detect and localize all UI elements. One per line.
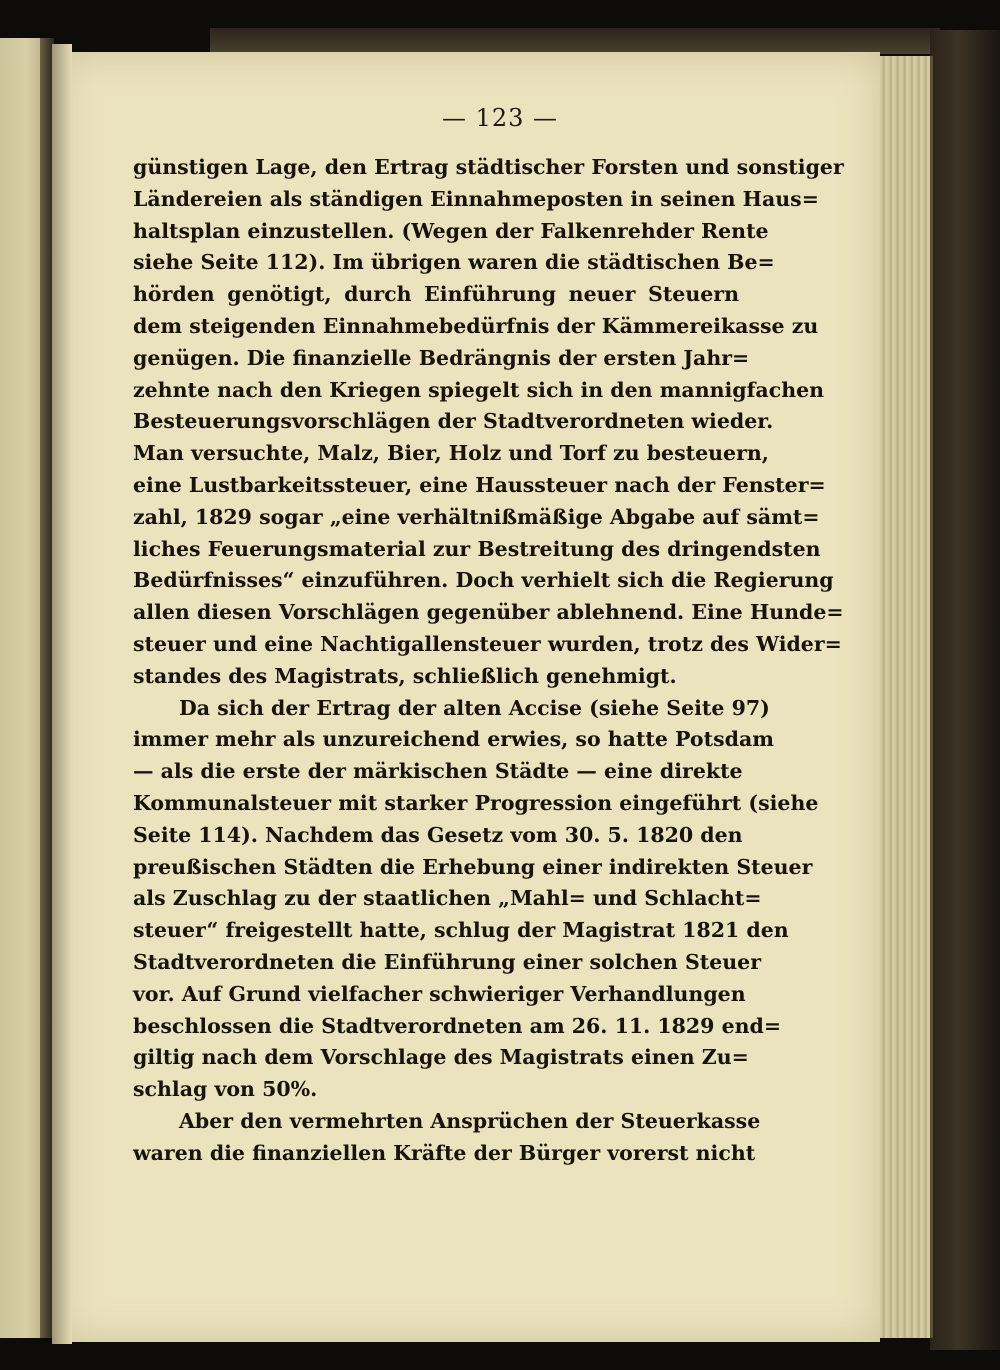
text-line: allen diesen Vorschlägen gegenüber ablehnend. Eine Hunde= xyxy=(133,600,844,625)
text-line: Man versuchte, Malz, Bier, Holz und Torf zu besteuern, xyxy=(133,441,769,466)
text-line: waren die finanziellen Kräfte der Bürger vorerst nicht xyxy=(133,1140,756,1165)
text-line: steuer und eine Nachtigallensteuer wurden, trotz des Wider= xyxy=(133,631,842,656)
text-line: genügen. Die finanzielle Bedrängnis der ersten Jahr= xyxy=(133,345,750,370)
text-line: günstigen Lage, den Ertrag städtischer Forsten und sonstiger xyxy=(133,155,844,179)
text-line: steuer“ freigestellt hatte, schlug der Magistrat 1821 den xyxy=(133,918,789,943)
text-line: beschlossen die Stadtverordneten am 26. 11. 1829 end= xyxy=(133,1013,782,1038)
text-line: eine Lustbarkeitssteuer, eine Haussteuer nach der Fenster= xyxy=(133,472,826,497)
book-cover-top xyxy=(210,28,940,54)
text-line: liches Feuerungsmaterial zur Bestreitung des dringendsten xyxy=(133,536,821,561)
text-line: Da sich der Ertrag der alten Accise (siehe Seite 97) xyxy=(179,695,770,720)
text-line: Ländereien als ständigen Einnahmeposten in seinen Haus= xyxy=(133,186,819,211)
text-line: standes des Magistrats, schließlich genehmigt. xyxy=(133,663,677,688)
text-line: Seite 114). Nachdem das Gesetz vom 30. 5. 1820 den xyxy=(133,822,743,847)
text-line: schlag von 50%. xyxy=(133,1077,318,1102)
text-line: als Zuschlag zu der staatlichen „Mahl= und Schlacht= xyxy=(133,886,762,911)
page-number: — 123 — xyxy=(441,104,559,132)
body-text xyxy=(133,152,844,1170)
page-gutter-shadow xyxy=(52,44,72,1344)
text-line: Stadtverordneten die Einführung einer solchen Steuer xyxy=(133,949,762,974)
text-line: Bedürfnisses“ einzuführen. Doch verhielt sich die Regierung xyxy=(133,568,834,593)
text-line: hörden genötigt, durch Einführung neuer Steuern xyxy=(133,282,739,307)
text-line: zahl, 1829 sogar „eine verhältnißmäßige Abgabe auf sämt= xyxy=(133,504,820,529)
text-line: immer mehr als unzureichend erwies, so hatte Potsdam xyxy=(133,727,774,752)
page-edges xyxy=(872,56,933,1338)
previous-page-sliver xyxy=(0,38,44,1338)
text-line: Besteuerungsvorschlägen der Stadtverordneten wieder. xyxy=(133,409,774,434)
text-line: giltig nach dem Vorschlage des Magistrats einen Zu= xyxy=(133,1045,749,1070)
text-line: siehe Seite 112). Im übrigen waren die städtischen Be= xyxy=(133,250,775,275)
text-line: Kommunalsteuer mit starker Progression eingeführt (siehe xyxy=(133,790,819,815)
text-line: preußischen Städten die Erhebung einer indirekten Steuer xyxy=(133,854,813,879)
text-line: Aber den vermehrten Ansprüchen der Steuerkasse xyxy=(179,1108,761,1133)
book-cover-right xyxy=(930,30,1000,1350)
text-line: vor. Auf Grund vielfacher schwieriger Verhandlungen xyxy=(133,981,746,1006)
text-line: haltsplan einzustellen. (Wegen der Falkenrehder Rente xyxy=(133,218,769,243)
text-line: — als die erste der märkischen Städte — eine direkte xyxy=(133,759,743,784)
text-line: dem steigenden Einnahmebedürfnis der Kämmereikasse zu xyxy=(133,313,819,338)
text-line: zehnte nach den Kriegen spiegelt sich in den mannigfachen xyxy=(133,377,825,402)
